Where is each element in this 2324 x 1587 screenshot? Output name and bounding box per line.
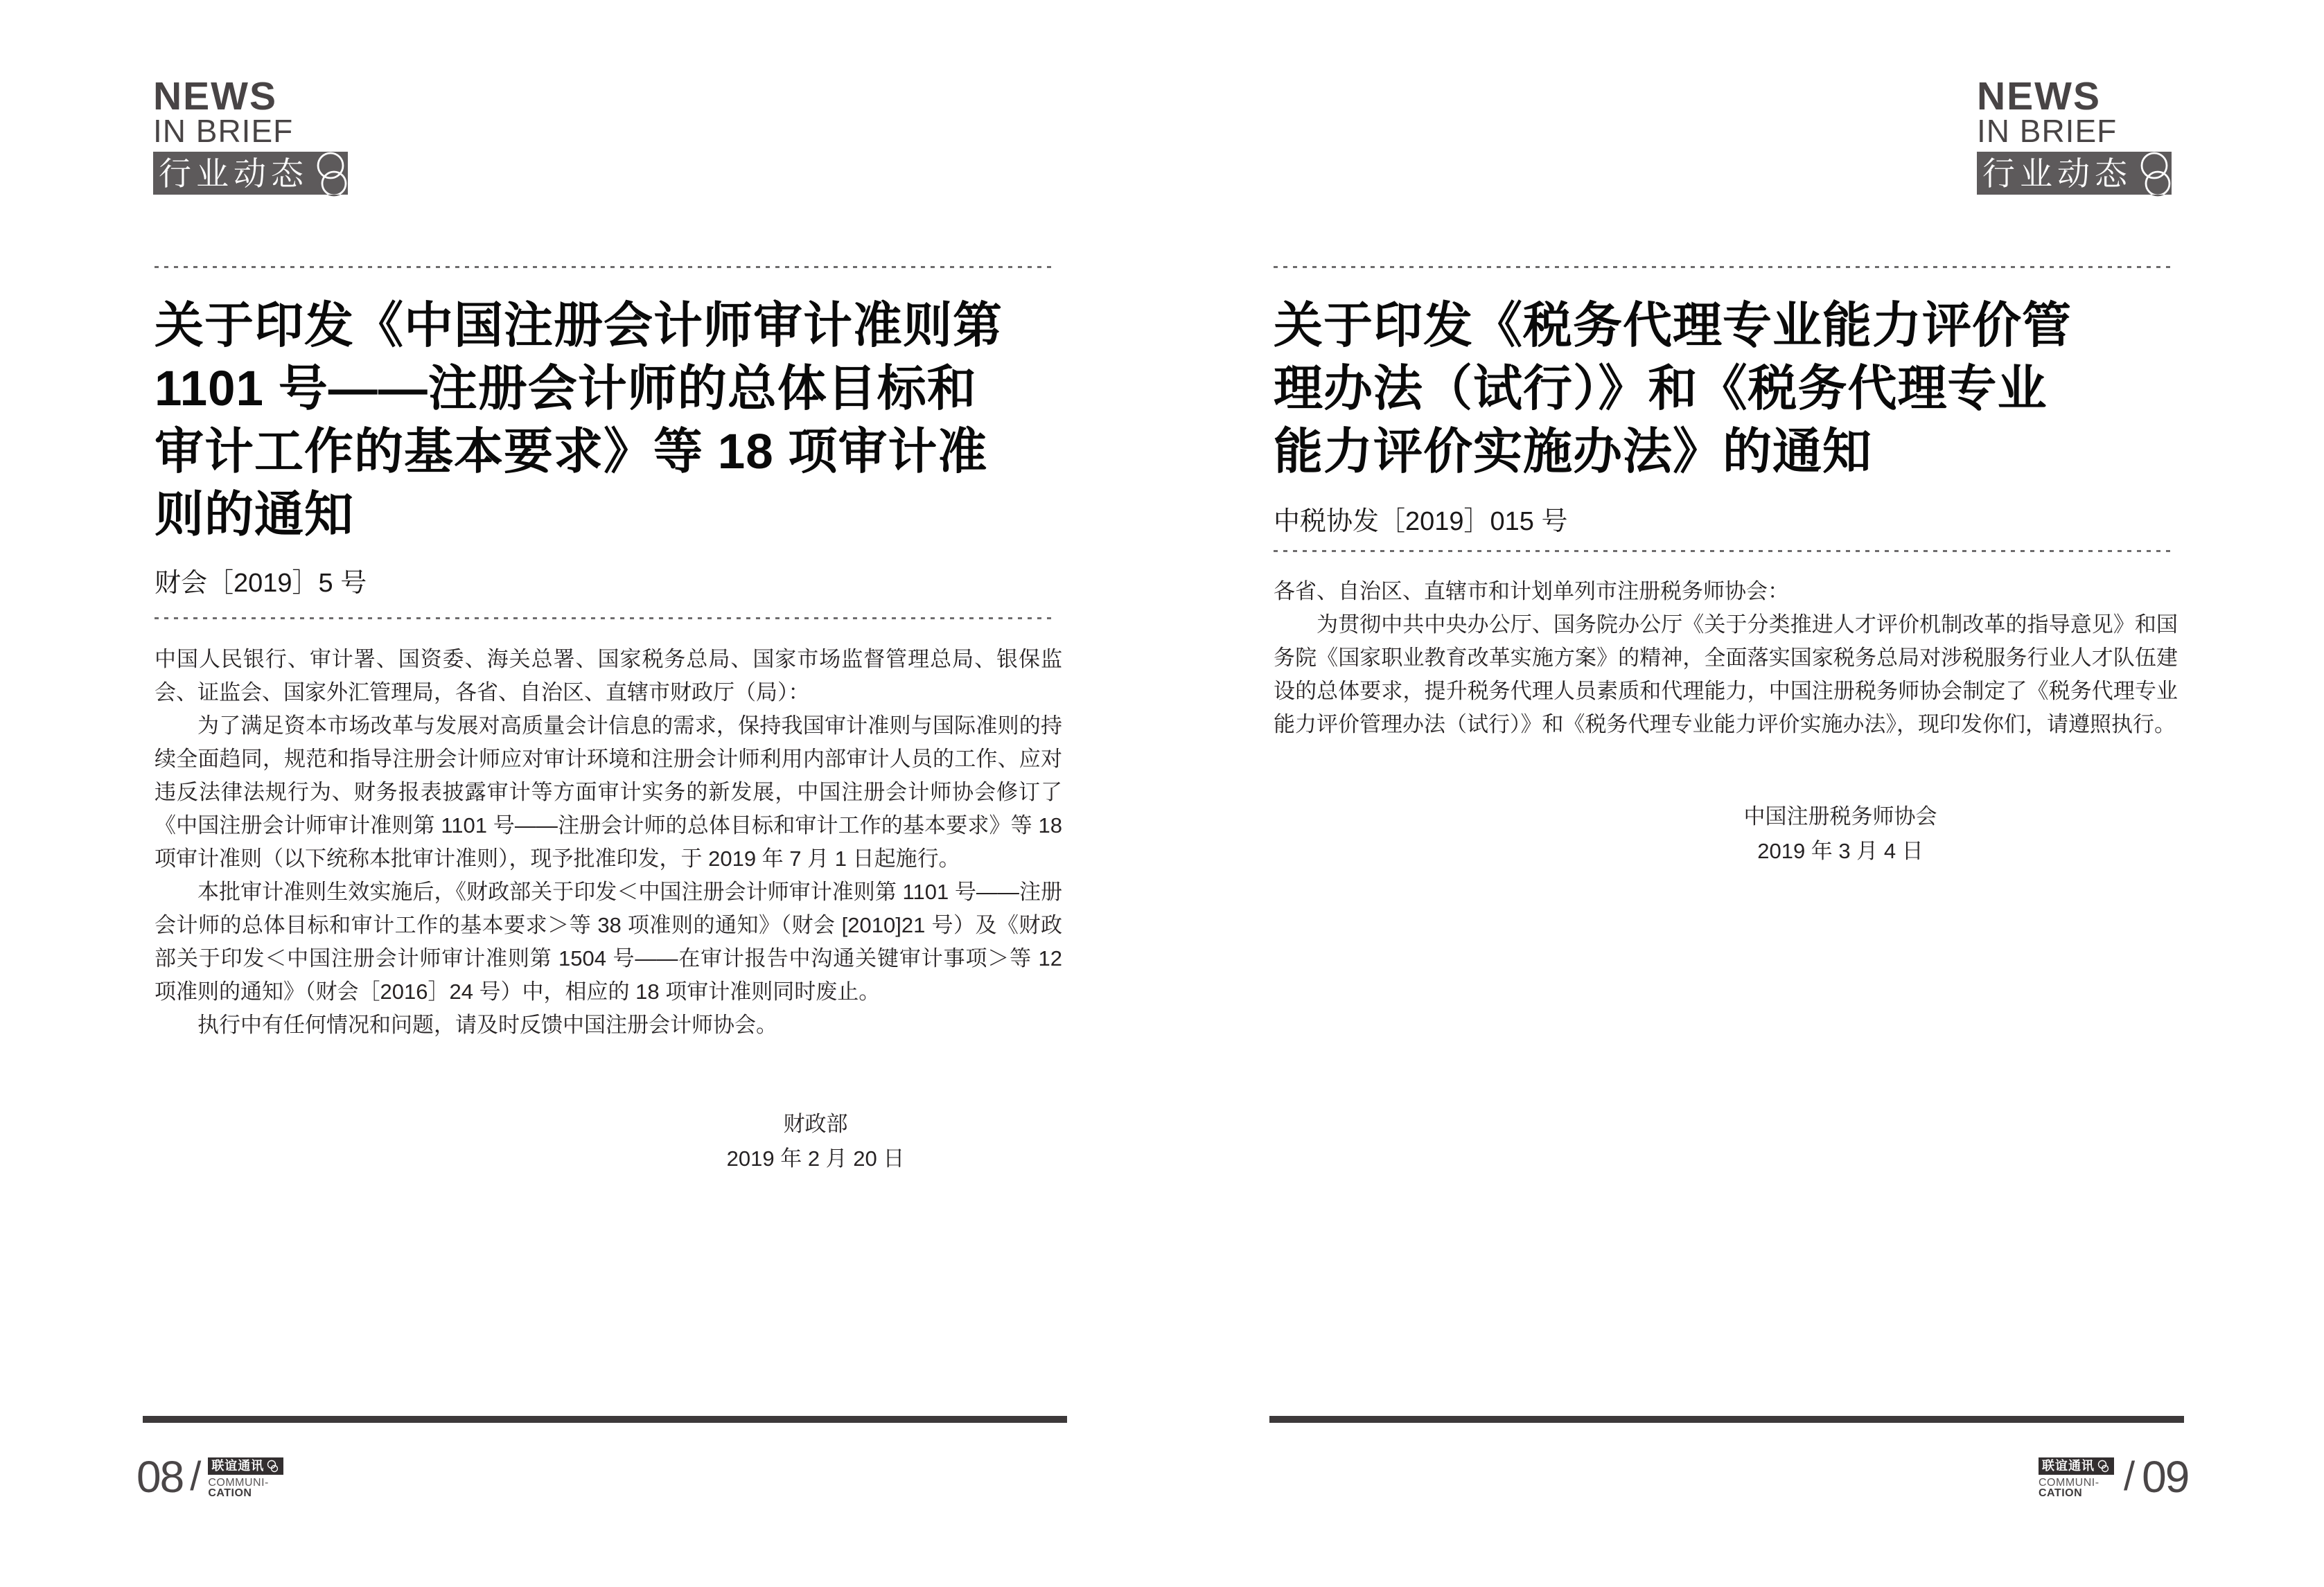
communication-cn-text: 联谊通讯 xyxy=(211,1459,265,1473)
body-paragraph: 本批审计准则生效实施后，《财政部关于印发＜中国注册会计师审计准则第 1101 号——注册会计师的总体目标和审计工作的基本要求＞等 38 项准则的通知》（财会 [2010]21 号）及《财政部关于印发＜中国注册会计师审计准则第 1504 号——在审计报告中沟通关键审计事项＞等 12 项准则的通知》（财会［2016］24 号）中，相应的 18 项审计准则同时废止。 xyxy=(155,880,1062,1004)
title-line: 1101 号——注册会计师的总体目标和 xyxy=(155,362,977,416)
signature-org: 财政部 xyxy=(783,1112,848,1136)
footer-rule-left xyxy=(143,1416,1067,1423)
signature-date: 2019 年 2 月 20 日 xyxy=(726,1146,905,1171)
divider-dashed-mid-right xyxy=(1274,550,2171,552)
body-paragraph: 为贯彻中共中央办公厅、国务院办公厅《关于分类推进人才评价机制改革的指导意见》和国务院《国家职业教育改革实施方案》的精神，全面落实国家税务总局对涉税服务行业人才队伍建设的总体要求，提升税务代理人员素质和代理能力，中国注册税务师协会制定了《税务代理专业能力评价管理办法（试行）》和《税务代理专业能力评价实施办法》，现印发你们，请遵照执行。 xyxy=(1274,612,2178,736)
logo-news-text: NEWS xyxy=(153,74,277,118)
news-in-brief-logo-left xyxy=(153,74,348,202)
doc-number-right: 中税协发［2019］015 号 xyxy=(1274,507,1568,536)
article-title-left xyxy=(155,294,1003,547)
logo-news-text: NEWS xyxy=(1977,74,2101,118)
industry-news-tag-box xyxy=(1977,152,2172,202)
communication-en-line2: CATION xyxy=(208,1487,252,1499)
divider-dashed-top-left xyxy=(155,266,1055,268)
title-line: 关于印发《中国注册会计师审计准则第 xyxy=(155,299,1003,353)
divider-dashed-top-right xyxy=(1274,266,2171,268)
logo-tag-text: 行业动态 xyxy=(159,155,308,192)
article-body-left xyxy=(155,643,1062,1042)
salutation: 各省、自治区、直辖市和计划单列市注册税务师协会： xyxy=(1274,579,1789,603)
communication-badge xyxy=(208,1457,283,1475)
signature-org: 中国注册税务师协会 xyxy=(1743,804,1937,828)
title-line: 审计工作的基本要求》等 18 项审计准 xyxy=(155,425,988,479)
logo-inbrief-text: IN BRIEF xyxy=(1977,113,2118,149)
body-paragraph: 执行中有任何情况和问题，请及时反馈中国注册会计师协会。 xyxy=(197,1013,777,1037)
body-paragraph: 为了满足资本市场改革与发展对高质量会计信息的需求，保持我国审计准则与国际准则的持续全面趋同，规范和指导注册会计师应对审计环境和注册会计师利用内部审计人员的工作、应对违反法律法规行为、财务报表披露审计等方面审计实务的新发展，中国注册会计师协会修订了《中国注册会计师审计准则第 1101 号——注册会计师的总体目标和审计工作的基本要求》等 18 项审计准则（以下统称本批审计准则），现予批准印发，于 2019 年 7 月 1 日起施行。 xyxy=(155,713,1062,871)
signature-date: 2019 年 3 月 4 日 xyxy=(1757,839,1924,863)
communication-en-line1: COMMUNI- xyxy=(2039,1477,2099,1489)
article-body-right xyxy=(1274,575,2178,741)
industry-news-tag-box xyxy=(153,152,348,202)
signature-block-left xyxy=(155,1107,1062,1176)
title-line: 则的通知 xyxy=(155,488,355,542)
logo-tag-text: 行业动态 xyxy=(1982,155,2132,192)
page-footer-right xyxy=(2039,1452,2189,1502)
page-footer-left xyxy=(137,1452,283,1502)
doc-number-left: 财会［2019］5 号 xyxy=(155,569,367,598)
logo-circles-icon xyxy=(265,1460,281,1473)
page-number-slash: / xyxy=(2124,1454,2136,1499)
communication-en-line2: CATION xyxy=(2039,1487,2083,1499)
salutation: 中国人民银行、审计署、国资委、海关总署、国家税务总局、国家市场监督管理总局、银保监会、证监会、国家外汇管理局，各省、自治区、直辖市财政厅（局）： xyxy=(155,647,1062,704)
title-line: 能力评价实施办法》的通知 xyxy=(1274,425,1873,479)
logo-circles-icon xyxy=(2096,1460,2111,1473)
communication-logo xyxy=(208,1457,283,1499)
signature-block-right xyxy=(1274,799,2178,869)
page-number: 09 xyxy=(2142,1452,2189,1502)
communication-cn-text: 联谊通讯 xyxy=(2042,1459,2095,1473)
title-line: 关于印发《税务代理专业能力评价管 xyxy=(1274,299,2072,353)
communication-en-line1: COMMUNI- xyxy=(208,1477,269,1489)
title-line: 理办法（试行）》和《税务代理专业 xyxy=(1274,362,2048,416)
article-title-right xyxy=(1274,294,2072,484)
communication-badge xyxy=(2039,1457,2114,1475)
news-in-brief-logo-right xyxy=(1977,74,2172,202)
divider-dashed-mid-left xyxy=(155,617,1055,619)
footer-rule-right xyxy=(1269,1416,2184,1423)
communication-logo xyxy=(2039,1457,2114,1499)
page-number: 08 xyxy=(137,1452,184,1502)
page-number-slash: / xyxy=(190,1454,202,1499)
logo-inbrief-text: IN BRIEF xyxy=(153,113,294,149)
